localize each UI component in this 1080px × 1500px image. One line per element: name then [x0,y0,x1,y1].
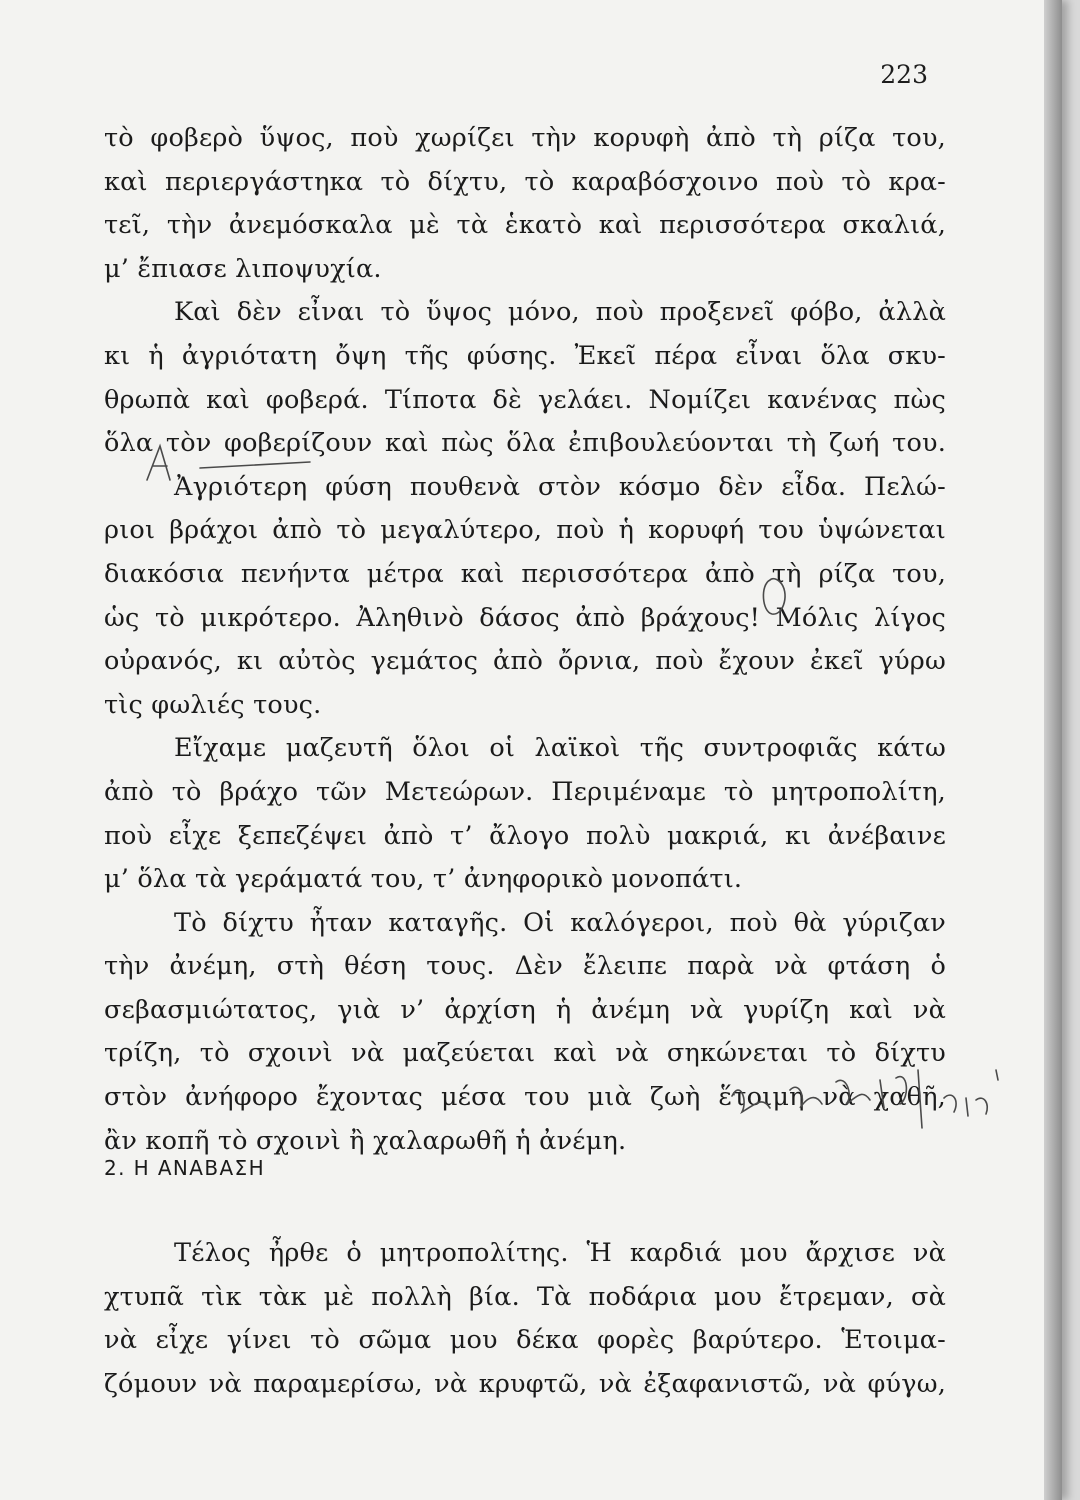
text-line: θρωπὰ καὶ φοβερά. Τίποτα δὲ γελάει. Νομίζει κανένας πὼς [104,384,946,415]
text-line: στὸν ἀνήφορο ἔχοντας μέσα του μιὰ ζωὴ ἕτοιμη νὰ χαθῆ, [104,1082,946,1113]
text-line: τὴν ἀνέμη, στὴ θέση τους. Δὲν ἔλειπε παρὰ νὰ φτάση ὁ [104,951,946,982]
text-line: τρίζη, τὸ σχοινὶ νὰ μαζεύεται καὶ νὰ σηκώνεται τὸ δίχτυ [104,1038,946,1069]
text-line: Εἴχαμε μαζευτῆ ὅλοι οἱ λαϊκοὶ τῆς συντροφιᾶς κάτω [174,733,946,764]
text-line: μ’ ἔπιασε λιποψυχία. [104,253,382,284]
text-line: μ’ ὅλα τὰ γεράματά του, τ’ ἀνηφορικὸ μονοπάτι. [104,864,743,895]
text-line: Καὶ δὲν εἶναι τὸ ὕψος μόνο, ποὺ προξενεῖ φόβο, ἀλλὰ [174,297,946,328]
pencil-mark-underline [200,462,310,468]
text-line: ποὺ εἶχε ξεπεζέψει ἀπὸ τ’ ἄλογο πολὺ μακριά, κι ἀνέβαινε [104,820,946,851]
text-line: τεῖ, τὴν ἀνεμόσκαλα μὲ τὰ ἑκατὸ καὶ περισσότερα σκαλιά, [104,210,946,241]
text-line: οὐρανός, κι αὐτὸς γεμάτος ἀπὸ ὄρνια, ποὺ ἔχουν ἐκεῖ γύρω [104,646,946,677]
text-line: κι ἡ ἀγριότατη ὄψη τῆς φύσης. Ἐκεῖ πέρα εἶναι ὅλα σκυ- [104,340,946,371]
pencil-mark-circle [763,579,785,614]
section-heading: 2. Η ΑΝΑΒΑΣΗ [104,1156,266,1180]
text-line: τὶς φωλιές τους. [104,689,322,720]
text-line: Τὸ δίχτυ ἦταν καταγῆς. Οἱ καλόγεροι, ποὺ θὰ γύριζαν [174,907,946,938]
page-number: 223 [880,60,928,89]
pencil-mark-caret [147,446,170,480]
text-line: Ἀγριότερη φύση πουθενὰ στὸν κόσμο δὲν εἶδα. Πελώ- [174,471,946,502]
text-line: ἂν κοπῆ τὸ σχοινὶ ἢ χαλαρωθῆ ἡ ἀνέμη. [104,1125,627,1156]
text-line: τὸ φοβερὸ ὕψος, ποὺ χωρίζει τὴν κορυφὴ ἀπὸ τὴ ρίζα του, [104,123,946,153]
text-line: ὅλα τὸν φοβερίζουν καὶ πὼς ὅλα ἐπιβουλεύονται τὴ ζωή του. [104,428,946,459]
text-line: ὡς τὸ μικρότερο. Ἀληθινὸ δάσος ἀπὸ βράχους! Μόλις λίγος [104,602,946,633]
text-line: νὰ εἶχε γίνει τὸ σῶμα μου δέκα φορὲς βαρύτερο. Ἑτοιμα- [104,1325,946,1356]
text-line: χτυπᾶ τὶκ τὰκ μὲ πολλὴ βία. Τὰ ποδάρια μου ἔτρεμαν, σὰ [104,1281,946,1312]
text-line: σεβασμιώτατος, γιὰ ν’ ἀρχίση ἡ ἀνέμη νὰ γυρίζη καὶ νὰ [104,994,946,1025]
text-line: ζόμουν νὰ παραμερίσω, νὰ κρυφτῶ, νὰ ἐξαφανιστῶ, νὰ φύγω, [104,1368,946,1399]
text-line: ἀπὸ τὸ βράχο τῶν Μετεώρων. Περιμέναμε τὸ μητροπολίτη, [104,776,946,807]
text-line: Τέλος ἦρθε ὁ μητροπολίτης. Ἡ καρδιά μου ἄρχισε νὰ [174,1238,946,1268]
text-line: διακόσια πενήντα μέτρα καὶ περισσότερα ἀπὸ τὴ ρίζα του, [104,558,946,589]
text-line: καὶ περιεργάστηκα τὸ δίχτυ, τὸ καραβόσχοινο ποὺ τὸ κρα- [104,166,946,197]
pencil-handwriting-tail [944,1070,998,1116]
pencil-handwriting [732,1070,922,1128]
text-line: ριοι βράχοι ἀπὸ τὸ μεγαλύτερο, ποὺ ἡ κορυφή του ὑψώνεται [104,515,946,546]
